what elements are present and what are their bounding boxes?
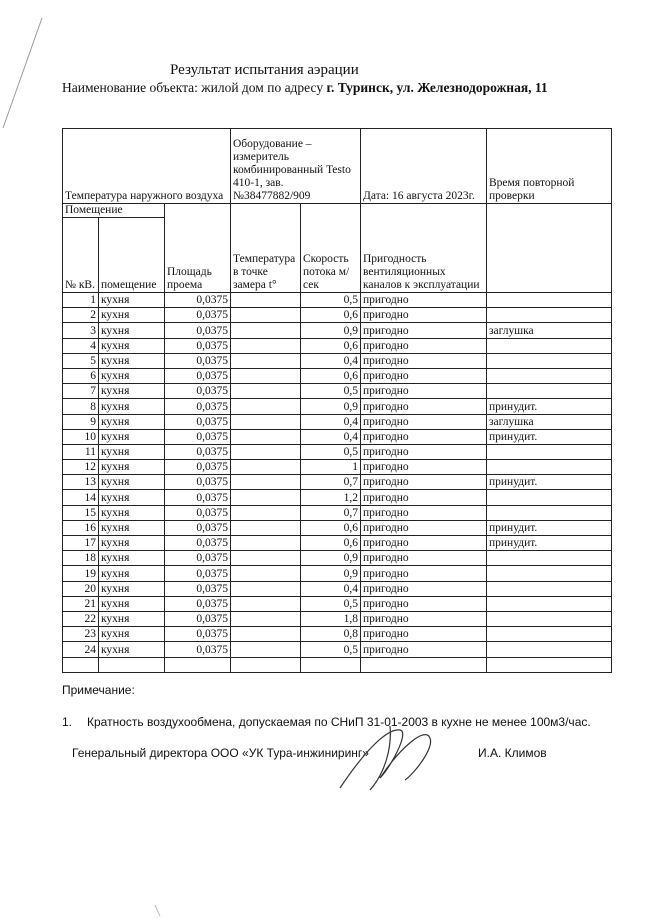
room-name: кухня [99,308,165,323]
note-text: Кратность воздухообмена, допускаемая по СНиП 31-01-2003 в кухне не менее 100м3/час. [87,715,591,729]
object-prefix: Наименование объекта: жилой дом по адресу [62,80,327,95]
recheck-note [487,581,612,596]
apartment-number: 19 [63,566,99,581]
signatory-name: И.А. Климов [478,746,547,760]
room-name: кухня [99,551,165,566]
room-name: кухня [99,566,165,581]
table-row [63,581,612,596]
recheck-note: принудит. [487,520,612,535]
room-name: кухня [99,338,165,353]
flow-speed: 0,5 [301,384,361,399]
table-row [63,353,612,368]
apartment-number: 18 [63,551,99,566]
apartment-number: 20 [63,581,99,596]
opening-area: 0,0375 [165,323,231,338]
room-name: кухня [99,368,165,383]
apartment-number: 3 [63,323,99,338]
temperature [231,399,301,414]
room-name: кухня [99,581,165,596]
temperature [231,566,301,581]
table-row [63,414,612,429]
room-name: кухня [99,384,165,399]
flow-speed: 0,9 [301,323,361,338]
col-fit-header: Пригодность вентиляционных каналов к эксплуатации [361,204,487,293]
apartment-number: 5 [63,353,99,368]
temperature [231,520,301,535]
table-row [63,505,612,520]
table-row [63,429,612,444]
recheck-note [487,551,612,566]
apartment-number: 8 [63,399,99,414]
header-row-1 [63,129,612,204]
table-row [63,551,612,566]
table-row [63,475,612,490]
flow-speed: 1 [301,460,361,475]
table-row [63,293,612,308]
fitness: пригодно [361,323,487,338]
room-name: кухня [99,520,165,535]
temperature [231,475,301,490]
aeration-table [62,128,612,673]
recheck-note [487,505,612,520]
apartment-number: 23 [63,627,99,642]
temperature [231,490,301,505]
flow-speed: 0,6 [301,338,361,353]
opening-area: 0,0375 [165,490,231,505]
recheck-note [487,384,612,399]
opening-area: 0,0375 [165,308,231,323]
flow-speed: 0,4 [301,429,361,444]
recheck-note [487,308,612,323]
flow-speed: 0,5 [301,596,361,611]
opening-area: 0,0375 [165,627,231,642]
temperature [231,384,301,399]
recheck-note [487,293,612,308]
recheck-note: заглушка [487,414,612,429]
recheck-note [487,596,612,611]
apartment-number: 7 [63,384,99,399]
temperature [231,596,301,611]
recheck-note [487,444,612,459]
temperature [231,429,301,444]
fitness: пригодно [361,338,487,353]
fitness: пригодно [361,581,487,596]
opening-area: 0,0375 [165,414,231,429]
recheck-note: принудит. [487,429,612,444]
fitness: пригодно [361,536,487,551]
signature-image [330,718,450,798]
recheck-note: принудит. [487,399,612,414]
room-name: кухня [99,414,165,429]
room-name: кухня [99,293,165,308]
opening-area: 0,0375 [165,475,231,490]
table-row [63,627,612,642]
temperature [231,460,301,475]
flow-speed: 0,6 [301,368,361,383]
fitness: пригодно [361,308,487,323]
opening-area: 0,0375 [165,611,231,626]
temperature [231,308,301,323]
scan-edge-line [3,18,42,128]
opening-area: 0,0375 [165,338,231,353]
table-row [63,611,612,626]
temperature [231,338,301,353]
opening-area: 0,0375 [165,444,231,459]
opening-area: 0,0375 [165,353,231,368]
date-header: Дата: 16 августа 2023г. [361,129,487,204]
room-name: кухня [99,536,165,551]
room-name: кухня [99,627,165,642]
flow-speed: 0,6 [301,536,361,551]
opening-area: 0,0375 [165,429,231,444]
opening-area: 0,0375 [165,536,231,551]
fitness: пригодно [361,566,487,581]
recheck-note [487,611,612,626]
opening-area: 0,0375 [165,642,231,657]
fitness: пригодно [361,414,487,429]
apartment-number: 24 [63,642,99,657]
temperature [231,581,301,596]
table-row [63,444,612,459]
table-row [63,520,612,535]
flow-speed: 0,5 [301,642,361,657]
recheck-note [487,338,612,353]
apartment-number: 16 [63,520,99,535]
col-recheck-empty [487,204,612,293]
table-row [63,596,612,611]
fitness: пригодно [361,368,487,383]
opening-area: 0,0375 [165,293,231,308]
fitness: пригодно [361,520,487,535]
temperature [231,611,301,626]
fitness: пригодно [361,460,487,475]
flow-speed: 0,5 [301,444,361,459]
opening-area: 0,0375 [165,368,231,383]
table-row [63,368,612,383]
flow-speed: 0,6 [301,520,361,535]
fitness: пригодно [361,596,487,611]
recheck-note [487,566,612,581]
opening-area: 0,0375 [165,505,231,520]
fitness: пригодно [361,399,487,414]
opening-area: 0,0375 [165,520,231,535]
flow-speed: 0,7 [301,475,361,490]
apartment-number: 21 [63,596,99,611]
temperature [231,293,301,308]
apartment-number: 12 [63,460,99,475]
table-row [63,384,612,399]
fitness: пригодно [361,444,487,459]
room-name: кухня [99,596,165,611]
recheck-note [487,642,612,657]
outdoor-temp-header: Температура наружного воздуха [63,129,231,204]
note-item [62,715,591,729]
temperature [231,551,301,566]
room-name: кухня [99,642,165,657]
flow-speed: 1,8 [301,611,361,626]
apartment-number: 14 [63,490,99,505]
room-name: кухня [99,444,165,459]
fitness: пригодно [361,353,487,368]
header-row-2 [63,204,612,218]
recheck-note [487,368,612,383]
equipment-header: Оборудование – измеритель комбинированный Testo 410-1, зав. №38477882/909 [231,129,361,204]
room-name: кухня [99,429,165,444]
opening-area: 0,0375 [165,551,231,566]
fitness: пригодно [361,490,487,505]
opening-area: 0,0375 [165,566,231,581]
document-title: Результат испытания аэрации [170,62,359,78]
apartment-number: 6 [63,368,99,383]
temperature [231,444,301,459]
recheck-header: Время повторной проверки [487,129,612,204]
fitness: пригодно [361,642,487,657]
room-name: кухня [99,460,165,475]
table-row [63,323,612,338]
opening-area: 0,0375 [165,596,231,611]
temperature [231,536,301,551]
empty-row [63,657,612,672]
apartment-number: 13 [63,475,99,490]
fitness: пригодно [361,551,487,566]
fitness: пригодно [361,429,487,444]
flow-speed: 0,9 [301,399,361,414]
col-room-header: помещение [99,218,165,293]
col-temp-header: Температура в точке замера t° [231,204,301,293]
apartment-number: 4 [63,338,99,353]
flow-speed: 1,2 [301,490,361,505]
flow-speed: 0,4 [301,353,361,368]
recheck-note: заглушка [487,323,612,338]
col-speed-header: Скорость потока м/сек [301,204,361,293]
recheck-note: принудит. [487,536,612,551]
temperature [231,627,301,642]
table-row [63,338,612,353]
room-name: кухня [99,323,165,338]
recheck-note [487,353,612,368]
table-row [63,642,612,657]
apartment-number: 15 [63,505,99,520]
fitness: пригодно [361,611,487,626]
temperature [231,642,301,657]
flow-speed: 0,5 [301,293,361,308]
flow-speed: 0,8 [301,627,361,642]
object-address: г. Туринск, ул. Железнодорожная, 11 [326,80,548,95]
room-name: кухня [99,490,165,505]
flow-speed: 0,7 [301,505,361,520]
apartment-number: 17 [63,536,99,551]
apartment-number: 2 [63,308,99,323]
recheck-note: принудит. [487,475,612,490]
note-title: Примечание: [62,683,135,697]
temperature [231,353,301,368]
temperature [231,323,301,338]
recheck-note [487,460,612,475]
recheck-note [487,627,612,642]
signatory-position: Генеральный директора ООО «УК Тура-инжиниринг» [72,746,369,760]
object-line [62,80,548,96]
opening-area: 0,0375 [165,399,231,414]
room-name: кухня [99,611,165,626]
opening-area: 0,0375 [165,460,231,475]
note-number: 1. [62,715,73,729]
opening-area: 0,0375 [165,384,231,399]
fitness: пригодно [361,475,487,490]
opening-area: 0,0375 [165,581,231,596]
table-row [63,566,612,581]
room-name: кухня [99,475,165,490]
recheck-note [487,490,612,505]
temperature [231,414,301,429]
temperature [231,368,301,383]
room-name: кухня [99,505,165,520]
flow-speed: 0,9 [301,566,361,581]
apartment-number: 11 [63,444,99,459]
apartment-number: 10 [63,429,99,444]
col-apt-header: № кВ. [63,218,99,293]
table-row [63,308,612,323]
table-row [63,460,612,475]
table-row [63,536,612,551]
fitness: пригодно [361,505,487,520]
flow-speed: 0,4 [301,414,361,429]
room-group-header: Помещение [63,204,165,218]
table-row [63,490,612,505]
table-row [63,399,612,414]
apartment-number: 1 [63,293,99,308]
fitness: пригодно [361,384,487,399]
room-name: кухня [99,399,165,414]
col-area-header: Площадь проема [165,204,231,293]
flow-speed: 0,9 [301,551,361,566]
fitness: пригодно [361,627,487,642]
table-body [63,293,612,658]
apartment-number: 9 [63,414,99,429]
apartment-number: 22 [63,611,99,626]
scan-mark [155,905,160,916]
flow-speed: 0,4 [301,581,361,596]
room-name: кухня [99,353,165,368]
temperature [231,505,301,520]
fitness: пригодно [361,293,487,308]
flow-speed: 0,6 [301,308,361,323]
